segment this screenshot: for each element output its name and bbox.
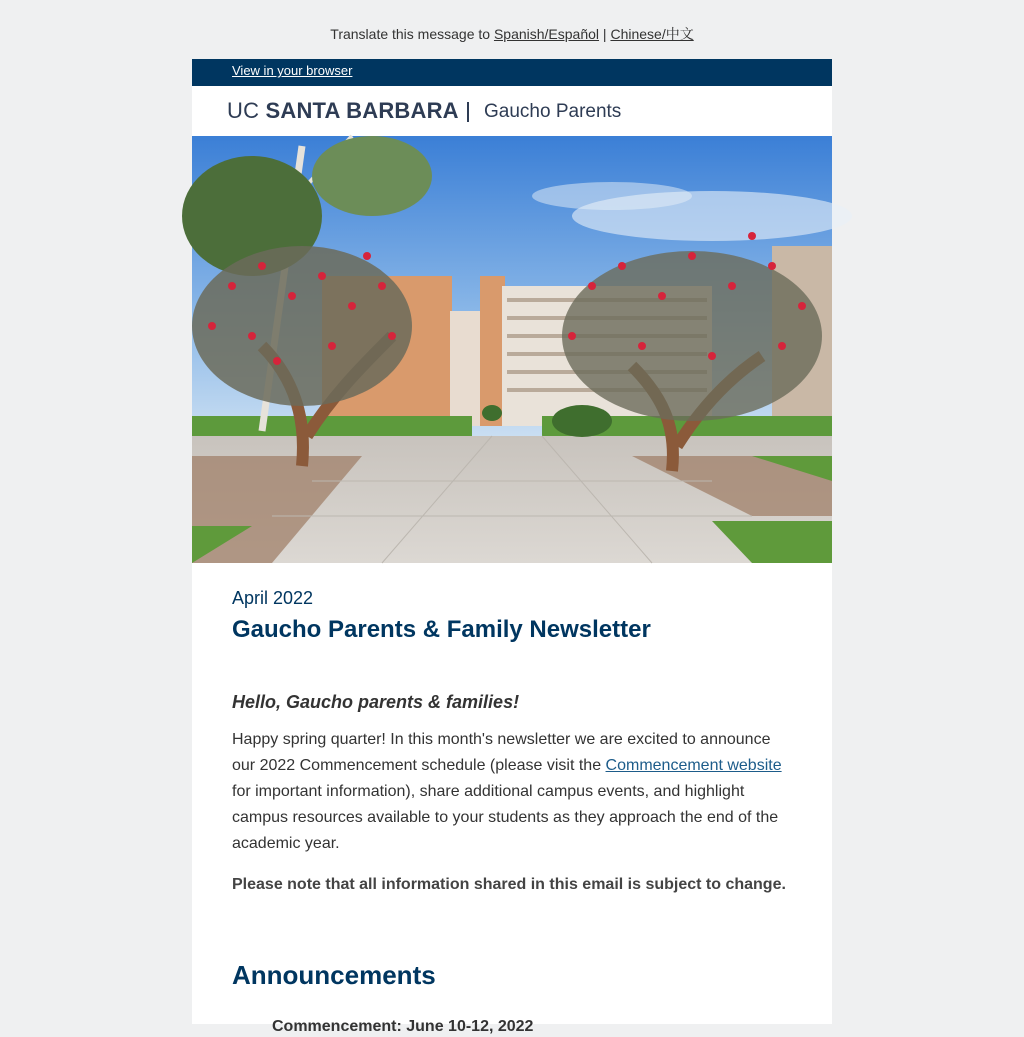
newsletter-date: April 2022 <box>232 588 314 608</box>
newsletter-content <box>192 587 832 1037</box>
commencement-website-link[interactable]: Commencement website <box>605 757 782 774</box>
greeting: Hello, Gaucho parents & families! <box>232 692 520 712</box>
intro-part-2: for important information), share additional campus events, and highlight campus resources available to your students as they approach the end of the academic year. <box>232 783 779 852</box>
announcement-item: Commencement: June 10-12, 2022 <box>272 1018 534 1035</box>
chinese-link[interactable]: Chinese/中文 <box>610 26 694 42</box>
logo-santa-barbara: SANTA BARBARA <box>265 98 459 123</box>
spanish-link[interactable]: Spanish/Español <box>493 26 600 42</box>
change-notice: Please note that all information shared in this email is subject to change. <box>232 876 786 893</box>
logo-divider <box>467 102 469 122</box>
logo-gaucho-parents: Gaucho Parents <box>484 101 622 122</box>
logo-uc: UC <box>227 98 260 123</box>
translate-separator: | <box>599 26 611 42</box>
email-body <box>192 59 832 1035</box>
translate-bar <box>0 25 1024 43</box>
announcements-heading: Announcements <box>232 960 436 990</box>
hero-image-campus-trees <box>192 136 832 563</box>
top-bar <box>192 59 832 86</box>
newsletter-title: Gaucho Parents & Family Newsletter <box>232 616 651 643</box>
translate-prefix: Translate this message to <box>330 26 494 42</box>
view-in-browser-link[interactable]: View in your browser <box>232 63 353 78</box>
intro-part-1: Happy spring quarter! In this month's newsletter we are excited to announce our 2022 Commencement schedule (please visit the <box>232 731 771 774</box>
ucsb-gaucho-parents-logo <box>192 86 832 136</box>
intro-paragraph <box>232 727 792 857</box>
logo-wordmark <box>227 98 459 124</box>
